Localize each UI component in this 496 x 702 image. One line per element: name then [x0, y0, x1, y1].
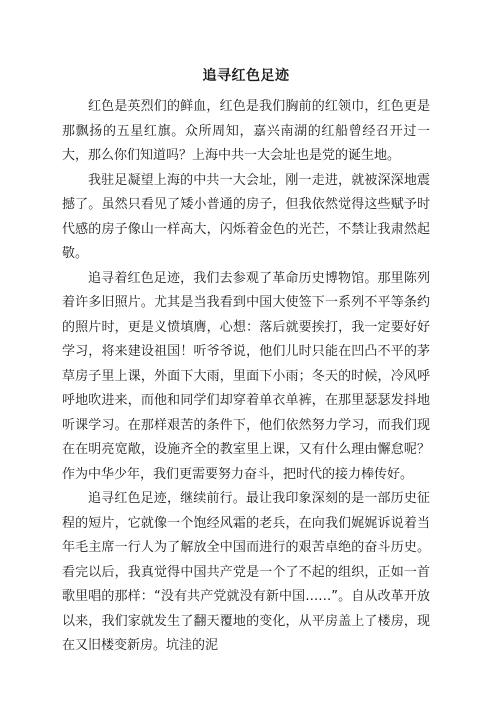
- paragraph-4: 追寻红色足迹，继续前行。最让我印象深刻的是一部历史征程的短片，它就像一个饱经风霜的老兵，在向我们娓娓诉说着当年毛主席一行人为了解放全中国而进行的艰苦卓绝的奋斗历史。看完以后，我真觉得中国共产党是一个了不起的组织，正如一首歌里唱的那样：“没有共产党就没有新中国……”。自从改革开放以来，我们家就发生了翻天覆地的变化，从平房盖上了楼房，现在又旧楼变新房。坑洼的泥: [62, 491, 430, 653]
- document-title: 追寻红色足迹: [202, 68, 290, 84]
- paragraph-3: 追寻着红色足迹，我们去参观了革命历史博物馆。那里陈列着许多旧照片。尤其是当我看到中国大使签下一系列不平等条约的照片时，更是义愤填膺，心想：落后就要挨打，我一定要好好学习，将来建设祖国！听爷爷说，他们儿时只能在凹凸不平的茅草房子里上课，外面下大雨，里面下小雨；冬天的时候，冷风呼呼地吹进来，而他和同学们却穿着单衣单裤，在那里瑟瑟发抖地听课学习。在那样艰苦的条件下，他们依然努力学习，而我们现在在明亮宽敞，设施齐全的教室里上课，又有什么理由懈怠呢？作为中华少年，我们更需要努力奋斗，把时代的接力棒传好。: [62, 270, 430, 482]
- paragraph-2: 我驻足凝望上海的中共一大会址，刚一走进，就被深深地震撼了。虽然只看见了矮小普通的房子，但我依然觉得这些赋予时代感的房子像山一样高大，闪烁着金色的光芒，不禁让我肃然起敬。: [62, 172, 430, 261]
- paragraph-1: 红色是英烈们的鲜血，红色是我们胸前的红领巾，红色更是那飘扬的五星红旗。众所周知，嘉兴南湖的红船曾经召开过一大，那么你们知道吗？上海中共一大会址也是党的诞生地。: [62, 99, 430, 163]
